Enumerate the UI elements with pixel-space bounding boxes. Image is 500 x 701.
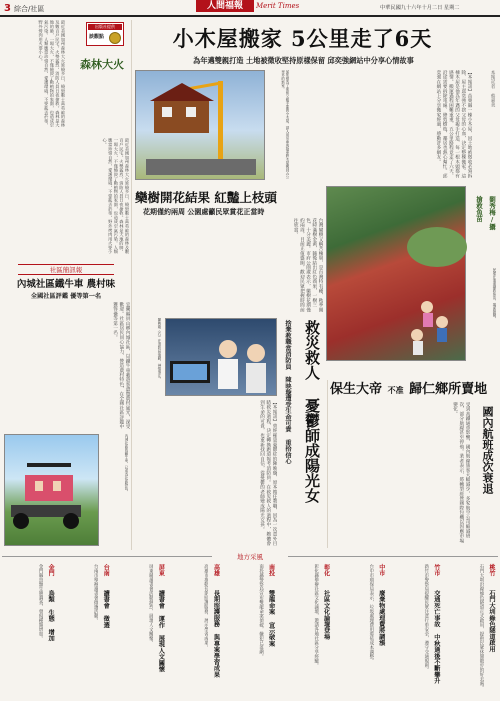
rescue-photo bbox=[165, 318, 277, 396]
tractor-cart-illustration bbox=[5, 435, 100, 547]
local-item-title: 石門大圳綠色隧道啟用 bbox=[487, 590, 495, 652]
house-crane-illustration bbox=[136, 71, 266, 181]
opinion-column bbox=[2, 20, 130, 260]
local-item-place: 台南 bbox=[102, 564, 110, 576]
local-item-title: 讀書會 徵選 bbox=[102, 590, 110, 628]
lead-photo bbox=[135, 70, 265, 180]
local-item-place: 中市 bbox=[377, 564, 385, 576]
masthead-rule bbox=[0, 15, 500, 17]
community-photo bbox=[4, 434, 99, 546]
local-item-body: 屏東縣讀書會活動熱烈，展現人文關懷。 bbox=[148, 564, 154, 645]
lead-byline: 本報記者 蔡嘉美 bbox=[490, 70, 495, 108]
community-photo-caption: 內城社區的鐵牛車，已成為社區特色。 bbox=[124, 434, 128, 494]
local-item-place: 南投 bbox=[267, 564, 275, 576]
local-item-body: 彰化縣舉辦社區文化論壇，邀請各地社區分享經驗。 bbox=[313, 564, 319, 668]
opinion-tag-label: 談觀點 bbox=[89, 34, 105, 40]
local-item-title: 長期照護服務 與專案學習成果 bbox=[212, 590, 220, 678]
rescue-photo-caption: 陳映璇（右）在消防局值勤，神情專注。 bbox=[157, 318, 161, 381]
community-body: 宜蘭縣員山鄉內城社區，以鐵牛車載遊客遊覽農村風光，深受歡迎。社區居民同心協力，營造農村特色，在全國社區評鑑中獲得優等第一名。 bbox=[112, 302, 130, 429]
local-item-place: 彰化 bbox=[322, 564, 330, 576]
baosheng-headline bbox=[330, 378, 498, 396]
local-item-place: 竹市 bbox=[432, 564, 440, 576]
pond-photo-block bbox=[326, 186, 498, 376]
local-item-place: 桃竹 bbox=[487, 564, 495, 576]
community-story bbox=[2, 262, 130, 550]
luan-body: 台灣欒樹又稱苦楝舅，是台灣特有種，秋季開花時滿樹金黃，隨後結出紅色蒴果，一樹三色，十分美麗。市府公園處表示，欒樹花期僅約兩周，目前正值盛開，歡迎民眾把握時間前往欣賞。 bbox=[293, 218, 323, 312]
local-item-body: 石門大圳沿線綠色隧道正式啟用，提供民眾休閒散步的好去處。 bbox=[478, 564, 484, 690]
local-items bbox=[2, 564, 498, 697]
local-item bbox=[112, 564, 165, 697]
local-item bbox=[2, 564, 55, 697]
baosheng-headline-small: 不准 bbox=[387, 385, 404, 395]
local-item-title: 鳥類 生態 增加 bbox=[47, 590, 55, 642]
lead-subhead: 為年邁雙親打造 土地被徵收堅持原樣保留 邱奕強網站中分享心情故事 bbox=[193, 56, 414, 65]
local-item-place: 金門 bbox=[47, 564, 55, 576]
divider-left bbox=[131, 20, 132, 550]
local-item-body: 新竹市警察局提醒民眾注意行車安全，遵守交通規則。 bbox=[423, 564, 429, 672]
opinion-badge: 出版社提供 bbox=[88, 24, 122, 30]
rescue-story bbox=[135, 318, 327, 548]
luan-headline: 欒樹開花結果 紅豔上枝頭 bbox=[135, 190, 277, 205]
local-item-title: 交通死亡事故 中秋過後不斷攀升 bbox=[432, 590, 440, 684]
pond-caption-author: 劉秀梅/攝 bbox=[488, 196, 496, 230]
local-news bbox=[2, 552, 498, 699]
local-item-body: 高雄市推動長期照護服務，展示學習成果。 bbox=[203, 564, 209, 650]
pond-crowd-illustration bbox=[327, 187, 467, 362]
rescue-headline: 救災救人 憂鬱師成陽光女 bbox=[303, 320, 321, 503]
local-item-title: 雙龍命案 宣示破案 bbox=[267, 590, 275, 647]
local-tag: 地方采風 bbox=[212, 552, 288, 561]
newspaper-logo-en: Merit Times bbox=[256, 2, 300, 10]
baosheng-headline-main: 保生大帝 bbox=[330, 382, 383, 397]
firefighters-illustration bbox=[166, 319, 278, 397]
luan-subhead: 花期僅約兩周 公園處籲民眾賞花正當時 bbox=[143, 208, 265, 216]
local-item-body: 台中市環保局表示，垃圾處理費用將依成本調整。 bbox=[368, 564, 374, 663]
masthead bbox=[0, 0, 500, 17]
national-headline: 國內航班成次衰退 bbox=[481, 406, 494, 494]
local-item-body: 台南市舉辦讀書會徵選活動。 bbox=[93, 564, 99, 623]
community-tag: 社區簡訊報 bbox=[18, 264, 114, 275]
local-item bbox=[167, 564, 220, 697]
opinion-body-left: 最近美國加州森林大火延燒多日，燒毀數十萬英畝的森林及數百戶民宅。火勢猛烈，消防人員日夜搶救。森林是大地的肺，一場大火，不僅燒毀了動植物的家園，也造成空氣污染。人類應當珍惜自然，愛護環境，不要亂丟菸蒂，野外烤肉用火要小心。 bbox=[102, 138, 130, 254]
opinion-title: 森林大火 bbox=[80, 58, 124, 71]
local-item-title: 社區文化論壇登場 bbox=[322, 590, 330, 640]
local-item-body: 南投縣警察局宣布雙龍命案偵破，嫌犯已落網。 bbox=[258, 564, 264, 659]
local-item-place: 屏東 bbox=[157, 564, 165, 576]
lead-story bbox=[135, 20, 498, 185]
divider-mid bbox=[327, 380, 328, 548]
section-name: 綜合/社區 bbox=[14, 5, 45, 13]
baosheng-story bbox=[330, 378, 498, 548]
newspaper-logo: 人間福報 bbox=[196, 0, 254, 12]
lead-photo-caption: 邱奕強為了保留父親手蓋的小木屋，請人用吊車與拖車將木屋搬到五公里外的新家。 bbox=[280, 70, 289, 179]
lead-headline: 小木屋搬家 5公里走了6天 bbox=[172, 26, 433, 51]
local-item-body: 金門縣鳥類生態調查，發現種類增加。 bbox=[38, 564, 44, 641]
local-item bbox=[57, 564, 110, 697]
local-item bbox=[278, 564, 331, 697]
baosheng-body: 受到高鐵通車影響，國內航線旅客大幅減少，多家航空公司縮減班次，部分航線甚至停飛。業者表示，將轉型經營國際包機以因應市場變化。 bbox=[452, 402, 470, 543]
local-item-place: 高雄 bbox=[212, 564, 220, 576]
opinion-tag-box bbox=[86, 22, 124, 46]
local-item bbox=[333, 564, 386, 697]
pond-tag: 搶救魚苗 bbox=[475, 196, 483, 222]
pond-photo-caption: 民眾在池邊搶救魚苗，場面熱鬧。 bbox=[492, 268, 496, 321]
local-item bbox=[222, 564, 275, 697]
local-item-title: 廢棄物處理費將調漲 bbox=[377, 590, 385, 646]
community-subhead: 全國社區評鑑 優等第一名 bbox=[30, 293, 102, 300]
rescue-subhead: 捨棄教職當消防員 陳映璇遭受生命可貴 重拾信心 bbox=[284, 320, 291, 465]
page-number: 3 bbox=[4, 3, 11, 14]
cd-icon bbox=[109, 32, 121, 44]
opinion-body-right: 最近美國加州森林大火延燒多日，燒毀數十萬英畝的森林及數百戶民宅。火勢猛烈，消防人員日夜搶救。森林是大地的肺，一場大火，不僅燒毀了動植物的家園，也造成空氣污染。人類應當珍惜自然，愛護環境，不要亂丟菸蒂，野外烤肉用火要小心。 bbox=[38, 20, 66, 128]
local-item bbox=[388, 564, 441, 697]
community-headline: 內城社區鐵牛車 農村味 bbox=[16, 279, 116, 290]
pond-photo bbox=[326, 186, 466, 361]
luan-tree-story bbox=[135, 188, 323, 316]
baosheng-headline-tail: 歸仁鄉所賣地 bbox=[409, 382, 488, 397]
rescue-body: 【本報訊】曾經罹患憂鬱症的陳映璇，原本擔任教職，因為一次意外目睹救災過程，決定轉換跑道報考消防員。在救災救人的過程中，她體會到生命的可貴，也重新找回自信，從憂鬱的老師變成陽光女孩。 bbox=[259, 400, 277, 546]
local-item-title: 讀書會 運作 展現人文關懷 bbox=[157, 590, 165, 673]
local-item bbox=[443, 564, 496, 697]
lead-body: 【本報訊】苗栗縣一棟小木屋，因土地被徵收必須拆除，屋主邱奕強不捨父母的心血，決定整棟搬家。這棟木屋是他為年邁的父母親手打造，每一根木頭都有感情。搬運過程困難重重，五公里路程竟走了六天，沿途需要拆除電線、修剪樹枝，鄰居也熱心幫忙。邱奕強在網站上分享搬家經過，感動許多網友。 bbox=[435, 70, 472, 179]
issue-date: 中華民國九十六年十月二日 星期二 bbox=[380, 5, 460, 11]
